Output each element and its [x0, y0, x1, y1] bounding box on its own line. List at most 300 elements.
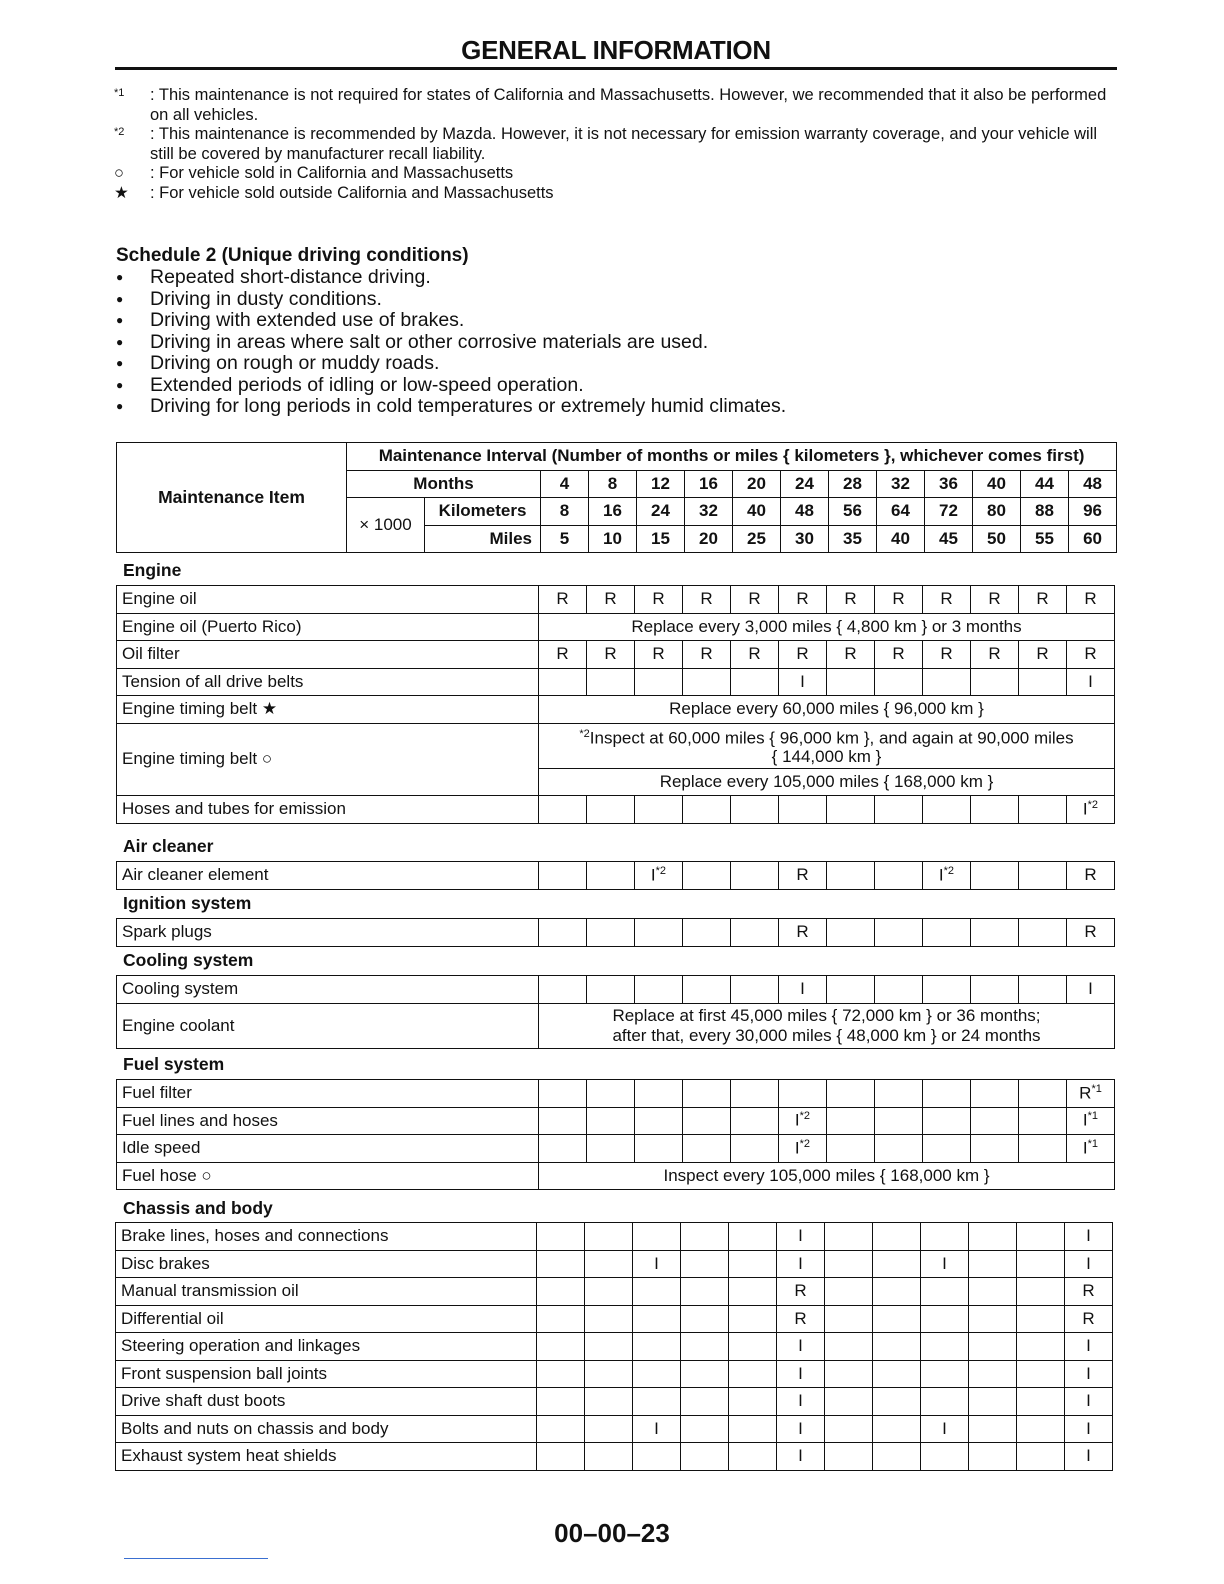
interval-cell	[537, 1333, 585, 1361]
interval-cell	[873, 1305, 921, 1333]
interval-cell	[873, 1443, 921, 1471]
miles-cell: 55	[1021, 525, 1069, 553]
interval-cell: R	[1067, 641, 1115, 669]
miles-cell: 40	[877, 525, 925, 553]
condition-list	[116, 267, 1116, 418]
interval-cell	[1017, 1305, 1065, 1333]
interval-cell: R	[827, 641, 875, 669]
multiplier-label: × 1000	[347, 498, 425, 553]
interval-cell: R	[779, 586, 827, 614]
interval-cell: R	[1065, 1305, 1113, 1333]
item-name: Fuel lines and hoses	[117, 1107, 539, 1135]
interval-cell	[1019, 1135, 1067, 1163]
table-row	[117, 1135, 1115, 1163]
km-cell: 56	[829, 498, 877, 526]
interval-cell: R	[779, 641, 827, 669]
interval-cell	[539, 796, 587, 824]
km-cell: 80	[973, 498, 1021, 526]
interval-cell	[539, 1107, 587, 1135]
interval-cell	[587, 862, 635, 890]
interval-note	[539, 1003, 1115, 1048]
table-row	[116, 1278, 1113, 1306]
item-name: Tension of all drive belts	[117, 668, 539, 696]
month-cell: 20	[733, 470, 781, 498]
table-row	[117, 723, 1115, 768]
list-item: ● Extended periods of idling or low-speed operation.	[116, 375, 1116, 397]
item-name: Brake lines, hoses and connections	[116, 1223, 537, 1251]
interval-cell	[729, 1305, 777, 1333]
footnote-text: : This maintenance is not required for states of California and Massachusetts. However, we recommended that it also be performed on all vehicles.	[150, 86, 1107, 124]
interval-header: Maintenance Interval (Number of months or miles { kilometers }, whichever comes first)	[347, 443, 1117, 471]
interval-cell	[827, 1135, 875, 1163]
interval-cell	[681, 1360, 729, 1388]
interval-cell: I	[1065, 1388, 1113, 1416]
interval-cell: R	[635, 641, 683, 669]
interval-cell	[923, 1107, 971, 1135]
interval-cell	[875, 1080, 923, 1108]
interval-cell: R	[587, 641, 635, 669]
interval-cell	[971, 976, 1019, 1004]
interval-cell	[1019, 976, 1067, 1004]
interval-cell: I	[1067, 976, 1115, 1004]
month-cell: 32	[877, 470, 925, 498]
interval-cell: R	[1019, 641, 1067, 669]
interval-cell: I	[1065, 1443, 1113, 1471]
interval-cell: I	[779, 668, 827, 696]
interval-cell: I	[777, 1415, 825, 1443]
interval-cell	[539, 668, 587, 696]
interval-cell	[585, 1388, 633, 1416]
table-row	[117, 919, 1115, 947]
interval-cell	[969, 1278, 1017, 1306]
item-name: Differential oil	[116, 1305, 537, 1333]
interval-cell	[827, 1080, 875, 1108]
interval-cell	[729, 1333, 777, 1361]
schedule-2	[116, 245, 1116, 418]
interval-cell	[873, 1278, 921, 1306]
interval-cell: I	[921, 1250, 969, 1278]
interval-note: Inspect every 105,000 miles { 168,000 km }	[539, 1162, 1115, 1190]
item-name: Spark plugs	[117, 919, 539, 947]
interval-cell	[635, 1107, 683, 1135]
interval-cell: R	[683, 641, 731, 669]
interval-cell	[969, 1333, 1017, 1361]
km-cell: 48	[781, 498, 829, 526]
interval-cell	[731, 862, 779, 890]
cooling-table	[116, 975, 1115, 1049]
interval-cell	[1067, 1135, 1115, 1163]
interval-cell	[825, 1415, 873, 1443]
interval-cell	[635, 976, 683, 1004]
interval-cell: I	[633, 1250, 681, 1278]
interval-cell: R	[875, 586, 923, 614]
cell-value: I	[794, 1138, 800, 1158]
table-row	[117, 641, 1115, 669]
interval-cell	[635, 1080, 683, 1108]
interval-cell	[635, 862, 683, 890]
table-row	[117, 862, 1115, 890]
interval-cell	[971, 668, 1019, 696]
cell-value: I	[650, 865, 656, 885]
miles-cell: 15	[637, 525, 685, 553]
interval-cell	[971, 1107, 1019, 1135]
interval-cell	[923, 1080, 971, 1108]
interval-cell	[633, 1333, 681, 1361]
section-title-fuel: Fuel system	[123, 1054, 225, 1074]
interval-cell	[537, 1223, 585, 1251]
interval-cell	[539, 1135, 587, 1163]
interval-cell	[729, 1250, 777, 1278]
miles-cell: 10	[589, 525, 637, 553]
interval-cell	[873, 1333, 921, 1361]
km-cell: 32	[685, 498, 733, 526]
interval-cell	[923, 919, 971, 947]
interval-cell	[1019, 668, 1067, 696]
interval-cell	[635, 1135, 683, 1163]
interval-cell	[681, 1415, 729, 1443]
interval-cell	[539, 919, 587, 947]
interval-cell	[969, 1250, 1017, 1278]
interval-cell	[923, 862, 971, 890]
footnote-text: : This maintenance is recommended by Mazda. However, it is not necessary for emission warranty coverage, and your vehicle will still be covered by manufacturer recall liability.	[150, 125, 1098, 163]
interval-cell	[729, 1360, 777, 1388]
footer-rule	[124, 1558, 268, 1559]
engine-table	[116, 585, 1115, 824]
table-row	[117, 796, 1115, 824]
footnotes	[114, 86, 1118, 203]
interval-cell: R	[971, 586, 1019, 614]
interval-cell	[1017, 1360, 1065, 1388]
interval-cell	[921, 1443, 969, 1471]
footnote-marker: *1	[114, 87, 125, 99]
interval-cell	[683, 976, 731, 1004]
interval-cell	[827, 862, 875, 890]
interval-cell	[1017, 1443, 1065, 1471]
interval-cell	[681, 1443, 729, 1471]
month-cell: 40	[973, 470, 1021, 498]
interval-cell	[537, 1388, 585, 1416]
interval-cell: I	[1067, 668, 1115, 696]
miles-cell: 50	[973, 525, 1021, 553]
interval-cell: I	[777, 1443, 825, 1471]
interval-cell	[969, 1415, 1017, 1443]
interval-cell	[683, 668, 731, 696]
month-cell: 36	[925, 470, 973, 498]
circle-icon: ○	[114, 164, 124, 182]
interval-cell: I	[1065, 1415, 1113, 1443]
interval-cell	[825, 1360, 873, 1388]
note-line: Replace at first 45,000 miles { 72,000 km } or 36 months;	[612, 1005, 1041, 1025]
interval-cell: I	[777, 1250, 825, 1278]
interval-cell	[683, 919, 731, 947]
interval-cell	[1017, 1388, 1065, 1416]
interval-cell: R	[539, 586, 587, 614]
table-row	[116, 1223, 1113, 1251]
interval-cell	[825, 1305, 873, 1333]
interval-cell	[683, 796, 731, 824]
miles-cell: 20	[685, 525, 733, 553]
interval-cell	[921, 1360, 969, 1388]
item-name: Engine oil (Puerto Rico)	[117, 613, 539, 641]
footnote-text: : For vehicle sold in California and Massachusetts	[150, 164, 514, 182]
interval-cell	[923, 1135, 971, 1163]
list-item: ● Driving in areas where salt or other corrosive materials are used.	[116, 332, 1116, 354]
interval-cell	[875, 976, 923, 1004]
item-name: Cooling system	[117, 976, 539, 1004]
table-row	[117, 1080, 1115, 1108]
interval-cell: I	[1065, 1333, 1113, 1361]
km-cell: 16	[589, 498, 637, 526]
footnote-ref: *1	[1087, 1110, 1099, 1123]
interval-cell	[1019, 1107, 1067, 1135]
item-name: Engine timing belt ★	[117, 696, 539, 724]
interval-cell	[875, 1135, 923, 1163]
interval-cell: I	[633, 1415, 681, 1443]
footnote-1	[114, 86, 1118, 125]
interval-cell	[969, 1223, 1017, 1251]
interval-cell	[585, 1333, 633, 1361]
table-row	[117, 976, 1115, 1004]
interval-cell: R	[779, 862, 827, 890]
interval-cell	[729, 1278, 777, 1306]
interval-cell: R	[827, 586, 875, 614]
interval-cell	[873, 1360, 921, 1388]
page-title: GENERAL INFORMATION	[461, 35, 771, 65]
fuel-table	[116, 1079, 1115, 1190]
month-cell: 4	[541, 470, 589, 498]
interval-cell	[635, 668, 683, 696]
table-row	[116, 1388, 1113, 1416]
interval-cell	[827, 668, 875, 696]
interval-cell	[1019, 1080, 1067, 1108]
cell-value: I	[1082, 1138, 1088, 1158]
item-name: Fuel hose ○	[117, 1162, 539, 1190]
table-row	[116, 1305, 1113, 1333]
interval-cell	[681, 1333, 729, 1361]
table-row	[116, 1250, 1113, 1278]
interval-cell	[537, 1278, 585, 1306]
interval-cell	[1067, 1107, 1115, 1135]
interval-cell	[873, 1223, 921, 1251]
interval-cell	[1019, 796, 1067, 824]
interval-cell	[585, 1278, 633, 1306]
interval-cell	[875, 862, 923, 890]
interval-cell: I	[779, 976, 827, 1004]
interval-cell	[1019, 862, 1067, 890]
footnote-ref: *2	[655, 864, 667, 877]
maintenance-item-header: Maintenance Item	[117, 443, 347, 553]
miles-cell: 25	[733, 525, 781, 553]
section-title-air-cleaner: Air cleaner	[123, 836, 214, 856]
item-name: Engine timing belt ○	[117, 723, 539, 796]
list-item: ● Driving on rough or muddy roads.	[116, 353, 1116, 375]
interval-cell	[587, 796, 635, 824]
interval-cell: I	[777, 1360, 825, 1388]
interval-cell	[921, 1388, 969, 1416]
interval-cell	[825, 1278, 873, 1306]
interval-cell: I	[1065, 1250, 1113, 1278]
item-name: Oil filter	[117, 641, 539, 669]
interval-cell	[587, 1107, 635, 1135]
interval-cell: I	[921, 1415, 969, 1443]
interval-cell: R	[923, 586, 971, 614]
interval-cell	[633, 1223, 681, 1251]
interval-cell	[825, 1333, 873, 1361]
table-row	[116, 1360, 1113, 1388]
note-line: Inspect at 60,000 miles { 96,000 km }, and again at 90,000 miles	[589, 728, 1074, 748]
interval-cell: R	[923, 641, 971, 669]
interval-cell	[779, 1135, 827, 1163]
cell-value: R	[1079, 1083, 1092, 1103]
interval-cell: R	[1067, 586, 1115, 614]
interval-cell	[537, 1360, 585, 1388]
interval-cell: R	[1067, 919, 1115, 947]
interval-cell: R	[875, 641, 923, 669]
interval-cell	[731, 668, 779, 696]
miles-label: Miles	[425, 525, 541, 553]
interval-cell	[633, 1278, 681, 1306]
interval-cell	[539, 862, 587, 890]
footnote-ref: *2	[1087, 798, 1099, 811]
interval-cell	[683, 1135, 731, 1163]
interval-cell	[825, 1388, 873, 1416]
footnote-marker: *2	[114, 126, 125, 138]
ignition-table	[116, 918, 1115, 947]
list-item: ● Driving in dusty conditions.	[116, 289, 1116, 311]
interval-cell: R	[779, 919, 827, 947]
interval-cell	[825, 1223, 873, 1251]
interval-cell	[681, 1250, 729, 1278]
interval-cell	[969, 1360, 1017, 1388]
interval-cell: R	[1019, 586, 1067, 614]
interval-cell	[587, 919, 635, 947]
interval-cell: R	[539, 641, 587, 669]
interval-cell	[729, 1443, 777, 1471]
item-name: Bolts and nuts on chassis and body	[116, 1415, 537, 1443]
cell-value: I	[794, 1111, 800, 1131]
interval-cell	[633, 1360, 681, 1388]
footnote-star	[114, 184, 1118, 204]
interval-cell	[921, 1305, 969, 1333]
interval-note: Replace every 3,000 miles { 4,800 km } or 3 months	[539, 613, 1115, 641]
interval-cell	[923, 796, 971, 824]
item-name: Engine coolant	[117, 1003, 539, 1048]
interval-cell: R	[1067, 862, 1115, 890]
footnote-ref: *2	[799, 1137, 811, 1150]
month-cell: 48	[1069, 470, 1117, 498]
interval-cell	[923, 668, 971, 696]
section-title-chassis: Chassis and body	[123, 1198, 273, 1218]
interval-cell	[731, 1135, 779, 1163]
table-row	[117, 1003, 1115, 1048]
interval-cell	[827, 796, 875, 824]
air-cleaner-table	[116, 861, 1115, 890]
footnote-circle	[114, 164, 1118, 184]
interval-cell	[873, 1388, 921, 1416]
interval-cell	[779, 796, 827, 824]
interval-cell	[731, 796, 779, 824]
interval-cell	[1067, 796, 1115, 824]
interval-cell	[587, 976, 635, 1004]
interval-cell	[731, 919, 779, 947]
interval-cell: I	[1065, 1223, 1113, 1251]
table-row	[117, 1162, 1115, 1190]
interval-cell	[969, 1305, 1017, 1333]
interval-cell	[585, 1250, 633, 1278]
interval-cell	[585, 1223, 633, 1251]
interval-cell	[971, 919, 1019, 947]
interval-cell: R	[731, 586, 779, 614]
interval-cell	[969, 1443, 1017, 1471]
interval-cell	[875, 919, 923, 947]
km-cell: 8	[541, 498, 589, 526]
interval-cell	[537, 1415, 585, 1443]
item-name: Engine oil	[117, 586, 539, 614]
interval-cell	[779, 1107, 827, 1135]
interval-cell: I	[777, 1388, 825, 1416]
interval-note	[539, 723, 1115, 768]
list-item: ● Repeated short-distance driving.	[116, 267, 1116, 289]
km-cell: 96	[1069, 498, 1117, 526]
interval-cell	[537, 1443, 585, 1471]
footnote-2	[114, 125, 1118, 164]
interval-cell	[585, 1360, 633, 1388]
interval-note: Replace every 60,000 miles { 96,000 km }	[539, 696, 1115, 724]
interval-cell	[923, 976, 971, 1004]
miles-cell: 35	[829, 525, 877, 553]
interval-cell	[585, 1305, 633, 1333]
interval-cell	[731, 1107, 779, 1135]
interval-cell: R	[1065, 1278, 1113, 1306]
interval-cell	[971, 862, 1019, 890]
cell-value: I	[938, 865, 944, 885]
interval-cell	[873, 1250, 921, 1278]
item-name: Idle speed	[117, 1135, 539, 1163]
interval-cell	[921, 1333, 969, 1361]
kilometers-label: Kilometers	[425, 498, 541, 526]
table-row	[117, 696, 1115, 724]
interval-cell	[875, 1107, 923, 1135]
footnote-ref: *2	[799, 1110, 811, 1123]
section-title-cooling: Cooling system	[123, 950, 254, 970]
item-name: Disc brakes	[116, 1250, 537, 1278]
item-name: Drive shaft dust boots	[116, 1388, 537, 1416]
interval-cell	[827, 919, 875, 947]
item-name: Manual transmission oil	[116, 1278, 537, 1306]
section-title-engine: Engine	[123, 560, 182, 580]
interval-cell	[681, 1305, 729, 1333]
interval-cell: I	[777, 1223, 825, 1251]
interval-cell	[875, 796, 923, 824]
month-cell: 28	[829, 470, 877, 498]
interval-cell: R	[587, 586, 635, 614]
interval-cell	[537, 1250, 585, 1278]
footnote-ref: *2	[943, 864, 955, 877]
interval-cell	[633, 1305, 681, 1333]
table-row	[117, 613, 1115, 641]
month-cell: 44	[1021, 470, 1069, 498]
month-cell: 24	[781, 470, 829, 498]
footnote-text: : For vehicle sold outside California and Massachusetts	[150, 183, 554, 202]
interval-header-table	[116, 442, 1117, 553]
item-name: Front suspension ball joints	[116, 1360, 537, 1388]
footnote-ref: *2	[579, 727, 590, 740]
interval-cell	[1017, 1415, 1065, 1443]
cell-value: I	[1082, 1111, 1088, 1131]
list-item: ● Driving for long periods in cold temperatures or extremely humid climates.	[116, 396, 1116, 418]
interval-cell	[971, 1080, 1019, 1108]
list-item: ● Driving with extended use of brakes.	[116, 310, 1116, 332]
